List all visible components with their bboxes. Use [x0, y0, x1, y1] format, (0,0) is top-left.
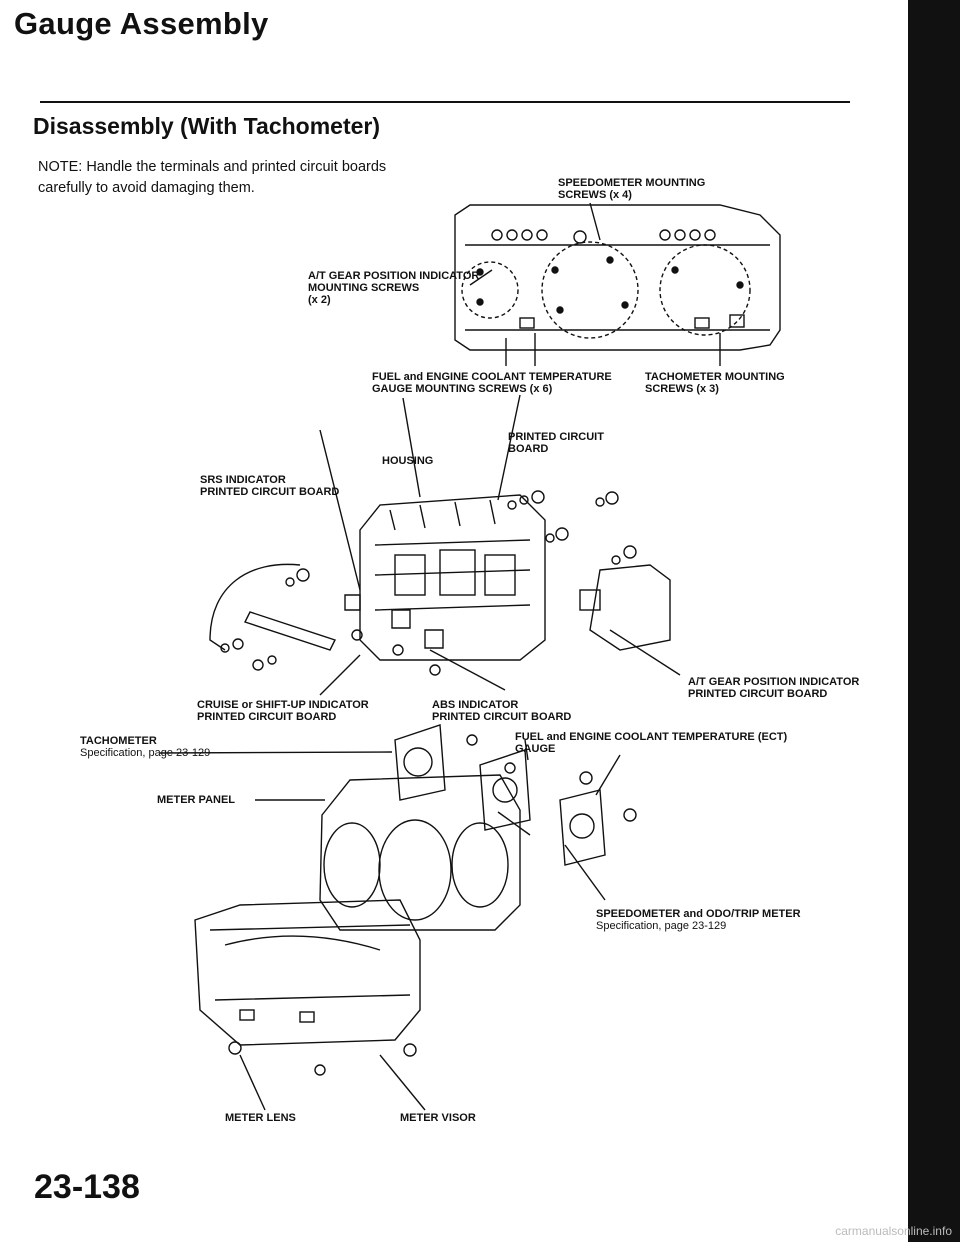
- label-tachometer-spec: Specification, page 23-129: [80, 747, 211, 759]
- label-speedometer-odo-trip-line1: SPEEDOMETER and ODO/TRIP METER: [596, 908, 801, 920]
- label-speedometer-odo-trip-spec: Specification, page 23-129: [596, 920, 727, 932]
- label-at-mounting-screws: [308, 270, 479, 306]
- label-meter-visor: METER VISOR: [400, 1112, 476, 1124]
- label-tachometer-screws: [645, 371, 785, 395]
- label-srs-indicator-pcb-line1: SRS INDICATOR: [200, 474, 286, 486]
- label-abs-indicator-pcb-line2: PRINTED CIRCUIT BOARD: [432, 711, 572, 723]
- note-line-1: NOTE: Handle the terminals and printed circuit boards: [38, 159, 387, 175]
- pcb-screws: [221, 491, 636, 670]
- label-printed-circuit-board: [508, 431, 604, 455]
- label-fuel-ect-gauge-line1: FUEL and ENGINE COOLANT TEMPERATURE (ECT): [515, 731, 788, 743]
- label-at-gear-position-pcb: [688, 676, 859, 700]
- label-fuel-ect-screws-line1: FUEL and ENGINE COOLANT TEMPERATURE: [372, 371, 612, 383]
- meter-panel-illustration: [320, 775, 520, 930]
- label-tachometer-screws-line2: SCREWS (x 3): [645, 383, 719, 395]
- label-fuel-ect-gauge-line2: GAUGE: [515, 743, 556, 755]
- footer-watermark: carmanualsonline.info: [835, 1224, 952, 1238]
- label-fuel-ect-screws: [372, 371, 612, 395]
- label-tachometer-screws-line1: TACHOMETER MOUNTING: [645, 371, 785, 383]
- label-meter-panel: METER PANEL: [157, 794, 236, 806]
- label-at-mounting-screws-line2: MOUNTING SCREWS: [308, 282, 420, 294]
- label-speedometer-screws: [558, 177, 705, 201]
- tachometer-gauge: [395, 725, 445, 800]
- label-at-gear-position-pcb-line2: PRINTED CIRCUIT BOARD: [688, 688, 828, 700]
- label-at-mounting-screws-line3: (x 2): [308, 294, 331, 306]
- label-at-mounting-screws-line1: A/T GEAR POSITION INDICATOR: [308, 270, 480, 282]
- label-cruise-shift-up-pcb: [197, 699, 369, 723]
- speedometer-gauge: [560, 790, 605, 865]
- label-abs-indicator-pcb-line1: ABS INDICATOR: [432, 699, 519, 711]
- label-meter-lens: METER LENS: [225, 1112, 296, 1124]
- label-fuel-ect-screws-line2: GAUGE MOUNTING SCREWS (x 6): [372, 383, 553, 395]
- page-number: 23-138: [34, 1168, 140, 1206]
- section-subtitle: Disassembly (With Tachometer): [33, 113, 381, 139]
- fuel-ect-gauge: [480, 750, 530, 835]
- label-printed-circuit-board-line1: PRINTED CIRCUIT: [508, 431, 604, 443]
- label-fuel-ect-gauge: [515, 731, 787, 755]
- note-line-2: carefully to avoid damaging them.: [38, 180, 255, 196]
- label-speedometer-screws-line2: SCREWS (x 4): [558, 189, 632, 201]
- at-pcb-illustration: [590, 565, 670, 650]
- gauge-assembly-front-view: [455, 205, 780, 350]
- label-abs-indicator-pcb: [432, 699, 571, 723]
- label-tachometer-line1: TACHOMETER: [80, 735, 157, 747]
- page-title: Gauge Assembly: [14, 6, 269, 41]
- label-speedometer-screws-line1: SPEEDOMETER MOUNTING: [558, 177, 706, 189]
- label-printed-circuit-board-line2: BOARD: [508, 443, 549, 455]
- label-srs-indicator-pcb: [200, 474, 339, 498]
- label-srs-indicator-pcb-line2: PRINTED CIRCUIT BOARD: [200, 486, 340, 498]
- srs-wire: [210, 564, 300, 650]
- label-speedometer-odo-trip: [596, 908, 801, 932]
- housing-illustration: [360, 495, 545, 660]
- label-cruise-shift-up-pcb-line1: CRUISE or SHIFT-UP INDICATOR: [197, 699, 369, 711]
- label-cruise-shift-up-pcb-line2: PRINTED CIRCUIT BOARD: [197, 711, 337, 723]
- label-at-gear-position-pcb-line1: A/T GEAR POSITION INDICATOR: [688, 676, 860, 688]
- label-housing: HOUSING: [382, 455, 434, 467]
- meter-lens-visor-illustration: [195, 900, 420, 1075]
- label-tachometer: [80, 735, 210, 759]
